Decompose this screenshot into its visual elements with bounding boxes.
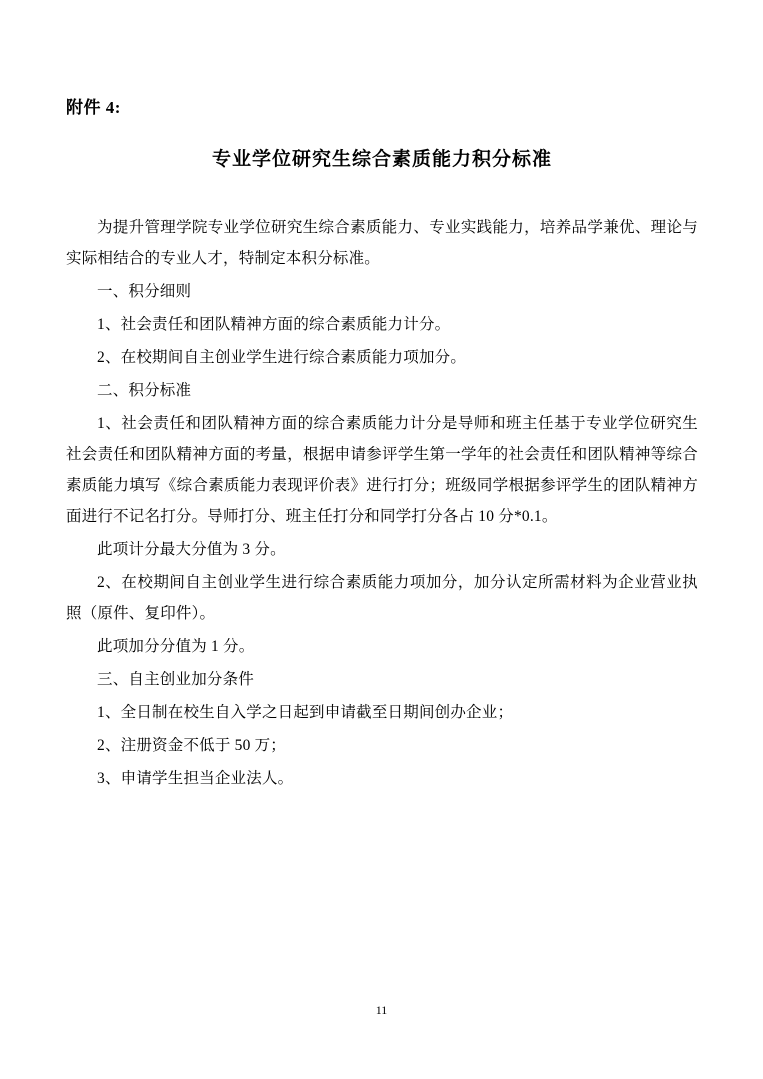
- paragraph-rule-2-1: 1、社会责任和团队精神方面的综合素质能力计分是导师和班主任基于专业学位研究生社会责任和团队精神方面的考量，根据申请参评学生第一学年的社会责任和团队精神等综合素质能力填写《综合素质能力表现评价表》进行打分；班级同学根据参评学生的团队精神方面进行不记名打分。导师打分、班主任打分和同学打分各占 10 分*0.1。: [66, 415, 698, 526]
- paragraph-bonus-score: 此项加分分值为 1 分。: [97, 638, 255, 656]
- heading-section-one: 一、积分细则: [97, 283, 192, 301]
- paragraph-condition-1: 1、全日制在校生自入学之日起到申请截至日期间创办企业；: [97, 704, 514, 722]
- paragraph-max-score: 此项计分最大分值为 3 分。: [97, 541, 286, 559]
- page-title: 专业学位研究生综合素质能力积分标准: [211, 148, 552, 170]
- paragraph-intro: 为提升管理学院专业学位研究生综合素质能力、专业实践能力，培养品学兼优、理论与实际相结合的专业人才，特制定本积分标准。: [66, 219, 698, 268]
- document-body: [66, 96, 698, 796]
- heading-section-two: 二、积分标准: [97, 382, 192, 400]
- page-number: 11: [375, 1003, 388, 1017]
- paragraph-rule-1-2: 2、在校期间自主创业学生进行综合素质能力项加分。: [97, 349, 467, 367]
- heading-section-three: 三、自主创业加分条件: [97, 671, 255, 689]
- paragraph-rule-2-2: 2、在校期间自主创业学生进行综合素质能力项加分，加分认定所需材料为企业营业执照（原件、复印件）。: [66, 574, 698, 623]
- paragraph-rule-1-1: 1、社会责任和团队精神方面的综合素质能力计分。: [97, 316, 451, 334]
- attachment-label: 附件 4:: [66, 98, 121, 117]
- paragraph-condition-3: 3、申请学生担当企业法人。: [97, 770, 294, 788]
- paragraph-condition-2: 2、注册资金不低于 50 万；: [97, 737, 287, 755]
